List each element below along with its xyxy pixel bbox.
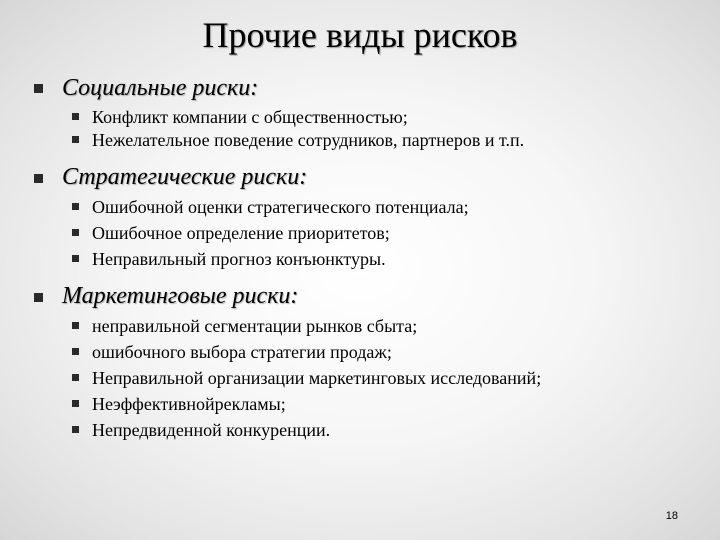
section-bullet-icon [34,174,43,183]
item-bullet-icon [72,136,79,143]
item-bullet-icon [72,113,79,120]
list-item: Неправильный прогноз конъюнктуры. [92,249,386,269]
list-item: Ошибочное определение приоритетов; [92,223,390,243]
item-bullet-icon [72,348,79,355]
slide-title: Прочие виды рисков [202,15,518,55]
page-number: 18 [665,510,678,522]
list-item: Неправильной организации маркетинговых исследований; [92,368,542,388]
item-bullet-icon [72,255,79,262]
list-item: Конфликт компании с общественностью; [92,107,408,127]
list-item: неправильной сегментации рынков сбыта; [92,316,418,336]
list-item: Ошибочной оценки стратегического потенциала; [92,197,469,217]
section-heading-marketing: Маркетинговые риски: [62,283,299,309]
item-bullet-icon [72,400,79,407]
item-bullet-icon [72,374,79,381]
list-item: Непредвиденной конкуренции. [92,420,331,440]
item-bullet-icon [72,229,79,236]
list-item: Нежелательное поведение сотрудников, партнеров и т.п. [92,130,525,150]
section-bullet-icon [34,84,43,93]
section-heading-social: Социальные риски: [62,75,259,101]
section-heading-strategic: Стратегические риски: [62,164,308,190]
list-item: Неэффективнойрекламы; [92,394,286,414]
section-bullet-icon [34,293,43,302]
item-bullet-icon [72,322,79,329]
item-bullet-icon [72,203,79,210]
item-bullet-icon [72,426,79,433]
list-item: ошибочного выбора стратегии продаж; [92,342,392,362]
